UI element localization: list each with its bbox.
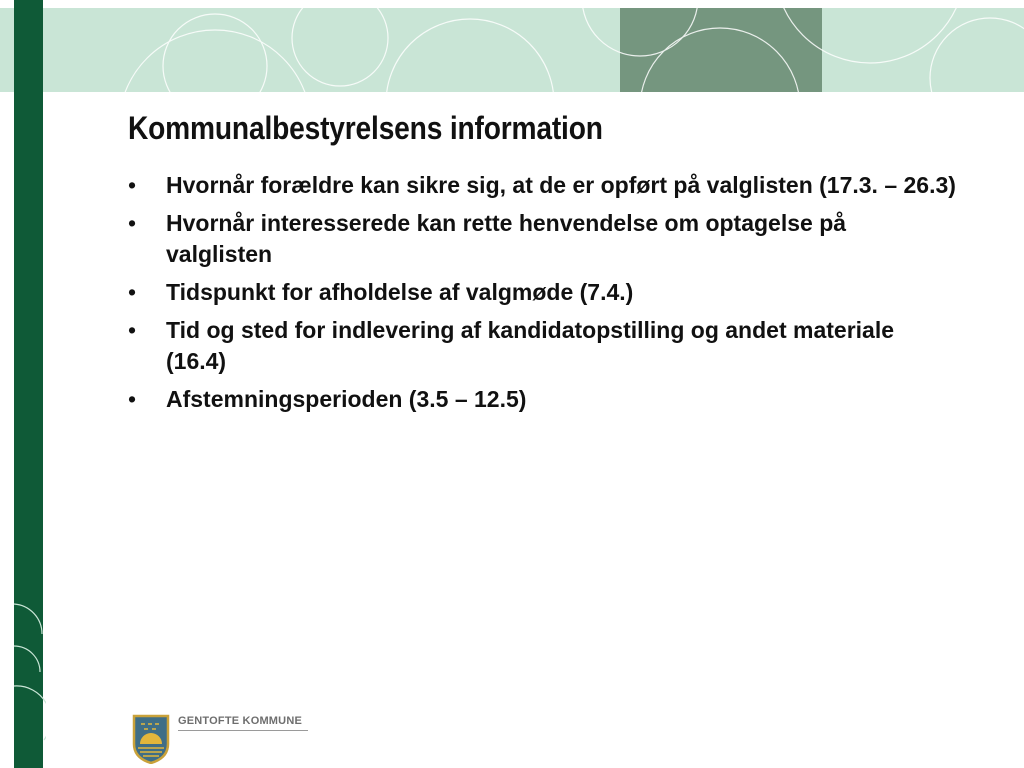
bullet-marker: • [128, 279, 137, 305]
bullet-marker: • [128, 386, 137, 412]
decorative-arcs [0, 8, 1024, 92]
decorative-left-arcs [0, 590, 46, 768]
bullet-marker: • [128, 317, 137, 343]
bullet-item [128, 315, 958, 377]
organization-underline [178, 730, 308, 731]
bullet-item [128, 170, 958, 201]
coat-of-arms-icon [132, 714, 170, 764]
bullet-text: Afstemningsperioden (3.5 – 12.5) [166, 386, 527, 412]
bullet-marker: • [128, 210, 137, 236]
header-band [0, 8, 1024, 92]
organization-logo [132, 712, 312, 766]
bullet-text: Hvornår forældre kan sikre sig, at de er opført på valglisten (17.3. – 26.3) [166, 172, 956, 198]
bullet-item [128, 384, 958, 415]
organization-name: GENTOFTE KOMMUNE [178, 715, 302, 727]
bullet-marker: • [128, 172, 137, 198]
bullet-item [128, 277, 958, 308]
bullet-text: Hvornår interesserede kan rette henvendelse om optagelse på valglisten [166, 210, 847, 267]
bullet-list [128, 170, 958, 422]
bullet-item [128, 208, 958, 270]
slide-title: Kommunalbestyrelsens information [128, 110, 603, 146]
bullet-text: Tidspunkt for afholdelse af valgmøde (7.4.) [166, 279, 634, 305]
bullet-text: Tid og sted for indlevering af kandidatopstilling og andet materiale (16.4) [166, 317, 895, 374]
